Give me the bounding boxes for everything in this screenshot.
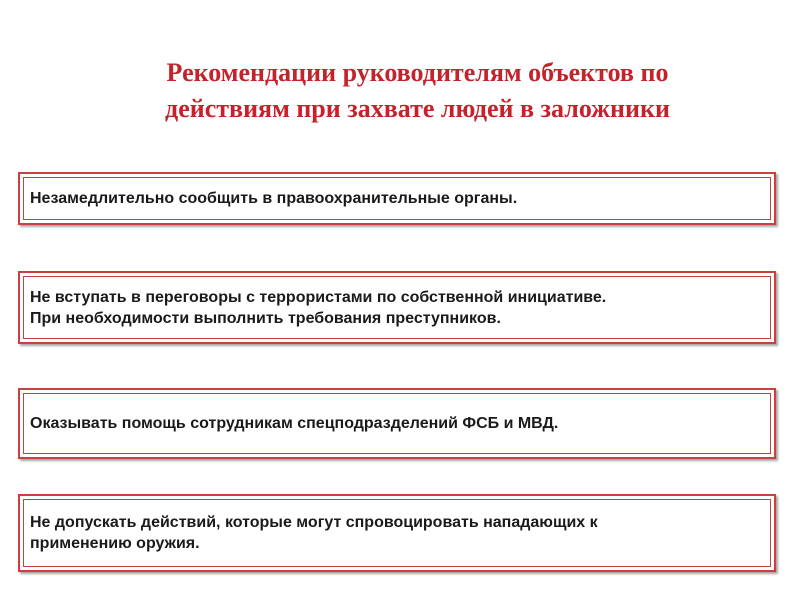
recommendation-text-3 <box>20 413 570 434</box>
recommendation-3-line-1: Оказывать помощь сотрудникам спецподразделений ФСБ и МВД. <box>30 415 559 432</box>
recommendation-text-1 <box>20 188 529 209</box>
page-title <box>60 55 775 127</box>
recommendation-1-line-1: Незамедлительно сообщить в правоохранительные органы. <box>30 190 518 207</box>
recommendation-box-2 <box>18 271 776 344</box>
page-title-line-1: Рекомендации руководителям объектов по <box>166 58 669 87</box>
recommendation-4-line-1: Не допускать действий, которые могут спровоцировать нападающих к <box>30 514 598 531</box>
recommendation-text-2 <box>20 287 618 329</box>
recommendation-box-4 <box>18 494 776 572</box>
recommendation-4-line-2: применению оружия. <box>30 535 200 552</box>
recommendation-2-line-1: Не вступать в переговоры с террористами по собственной инициативе. <box>30 288 607 306</box>
recommendation-text-4 <box>20 512 610 554</box>
recommendation-2-line-2: При необходимости выполнить требования преступников. <box>30 309 501 327</box>
page-title-line-2: действиям при захвате людей в заложники <box>165 94 670 123</box>
recommendation-box-3 <box>18 388 776 459</box>
recommendation-box-1 <box>18 172 776 225</box>
